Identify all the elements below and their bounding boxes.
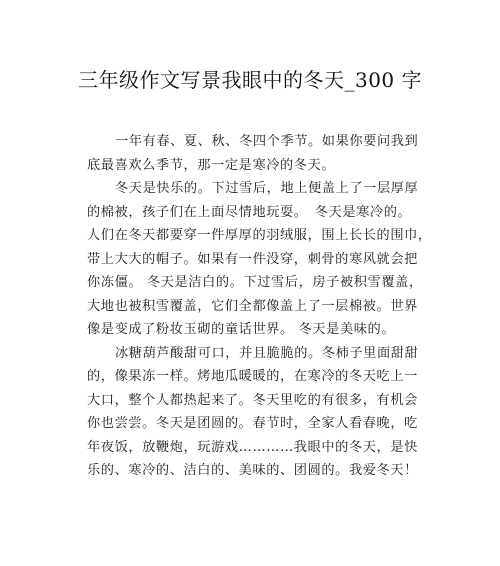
text-line: 冰糖葫芦酸甜可口，并且脆脆的。冬柿子里面甜甜 (115, 345, 419, 361)
text-line: 底最喜欢么季节，那一定是寒冷的冬天。 (87, 157, 336, 173)
text-line: 年夜饭，放鞭炮，玩游戏…………我眼中的冬天，是快 (87, 439, 418, 455)
text-line: 大口，整个人都热起来了。冬天里吃的有很多，有机会 (87, 392, 418, 408)
text-line: 像是变成了粉妆玉砌的童话世界。 冬天是美味的。 (87, 322, 396, 337)
text-line: 冬天是快乐的。下过雪后，地上便盖上了一层厚厚 (115, 181, 419, 196)
document-title: 三年级作文写景我眼中的冬天_300 字 (77, 68, 423, 92)
text-line: 大地也被积雪覆盖，它们全都像盖上了一层棉被。世界 (87, 298, 418, 314)
text-line: 一年有春、夏、秋、冬四个季节。如果你要问我到 (115, 134, 419, 149)
text-line: 你冻僵。 冬天是洁白的。下过雪后，房子被积雪覆盖， (87, 275, 423, 290)
document-body (87, 130, 432, 483)
text-line: 的，像果冻一样。烤地瓜暖暖的，在寒冷的冬天吃上一 (87, 369, 418, 384)
text-line: 人们在冬天都要穿一件厚厚的羽绒服，围上长长的围巾， (87, 228, 432, 243)
text-line: 的棉被，孩子们在上面尽情地玩耍。 冬天是寒冷的。 (87, 204, 412, 220)
text-line: 你也尝尝。冬天是团圆的。春节时，全家人看春晚，吃 (87, 416, 418, 431)
text-line: 带上大大的帽子。如果有一件没穿，刺骨的寒风就会把 (87, 251, 418, 267)
text-line: 乐的、寒冷的、洁白的、美味的、团圆的。我爱冬天！ (87, 463, 418, 478)
